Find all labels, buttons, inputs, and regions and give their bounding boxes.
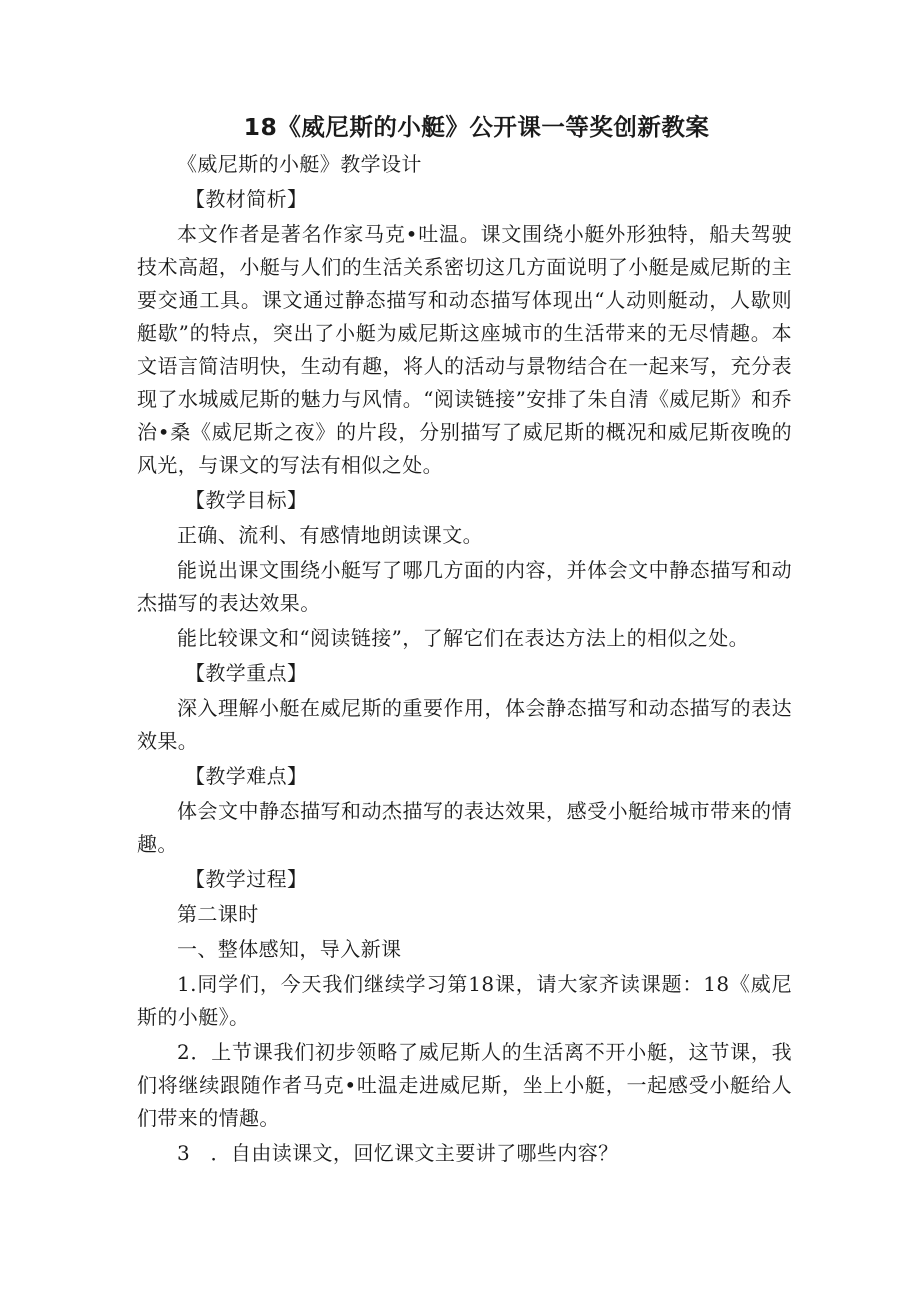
section-heading-teaching-goals: 【教学目标】 <box>185 488 308 512</box>
section-heading-teaching-difficulty: 【教学难点】 <box>185 764 308 788</box>
section-heading-teaching-process: 【教学过程】 <box>185 867 308 891</box>
section-heading-teaching-focus: 【教学重点】 <box>185 661 308 685</box>
document-body <box>137 108 792 1170</box>
teaching-difficulty-paragraph: 体会文中静态描写和动杰描写的表达效果，感受小艇给城市带来的情趣。 <box>137 799 792 856</box>
document-subtitle: 《威尼斯的小艇》教学设计 <box>177 152 422 176</box>
process-item-3: 3 ．自由读课文，回忆课文主要讲了哪些内容？ <box>177 1141 619 1165</box>
teaching-goal-3: 能比较课文和“阅读链接”，了解它们在表达方法上的相似之处。 <box>177 626 750 650</box>
document-title: 18《威尼斯的小艇》公开课一等奖创新教案 <box>243 113 710 141</box>
teaching-goal-1: 正确、流利、有感情地朗读课文。 <box>177 523 483 547</box>
teaching-focus-paragraph: 深入理解小艇在威尼斯的重要作用，体会静态描写和动态描写的表达效果。 <box>137 696 792 753</box>
lesson-period: 第二课时 <box>177 902 259 926</box>
material-analysis-paragraph: 本文作者是著名作家马克•吐温。课文围绕小艇外形独特，船夫驾驶技术高超，小艇与人们的生活关系密切这几方面说明了小艇是威尼斯的主要交通工具。课文通过静态描写和动态描写体现出“人动则艇动，人歇则艇歇”的特点，突出了小艇为威尼斯这座城市的生活带来的无尽情趣。本文语言简洁明快，生动有趣，将人的活动与景物结合在一起来写，充分表现了水城威尼斯的魅力与风情。“阅读链接”安排了朱自清《威尼斯》和乔治•桑《威尼斯之夜》的片段，分别描写了威尼斯的概况和威尼斯夜晚的风光，与课文的写法有相似之处。 <box>137 222 792 477</box>
process-item-2: 2．上节课我们初步领略了威尼斯人的生活离不开小艇，这节课，我们将继续跟随作者马克•吐温走进威尼斯，坐上小艇，一起感受小艇给人们带来的情趣。 <box>137 1040 792 1130</box>
process-item-1: 1.同学们，今天我们继续学习第18课，请大家齐读课题：18《威尼斯的小艇》。 <box>137 972 792 1029</box>
section-heading-material-analysis: 【教材简析】 <box>185 187 308 211</box>
process-step-heading: 一、整体感知，导入新课 <box>177 937 402 961</box>
teaching-goal-2: 能说出课文围绕小艇写了哪几方面的内容，并体会文中静态描写和动杰描写的表达效果。 <box>137 558 792 615</box>
